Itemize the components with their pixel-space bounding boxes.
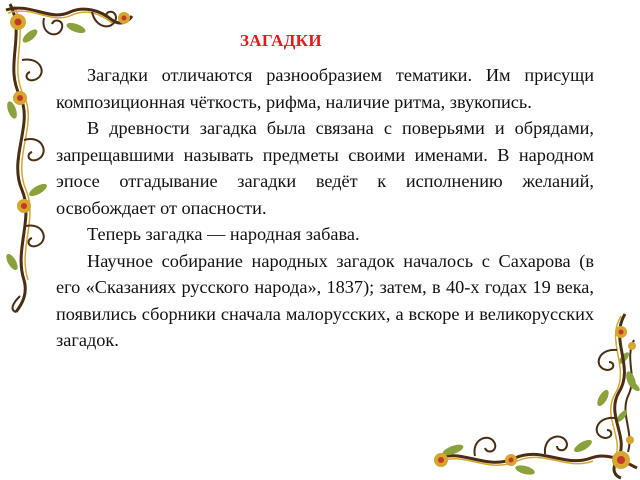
leaf [514, 464, 535, 477]
flower [10, 14, 26, 30]
curl [474, 438, 495, 456]
flower [615, 326, 627, 338]
leaf [624, 370, 638, 390]
paragraph-antiquity: В древности загадка была связана с поверьями и обрядами, запрещавшими называть предметы своими именами. В народном эпосе отгадывание загадки ведёт к исполнению желаний, освобождает от опасности. [56, 118, 594, 218]
vine-bottom [435, 454, 637, 468]
flower [17, 199, 31, 213]
leaf [27, 182, 48, 199]
flower [13, 91, 27, 105]
curl [24, 139, 44, 160]
leaf [21, 27, 40, 45]
curl [43, 18, 62, 34]
leaf [65, 21, 87, 35]
curl [22, 59, 42, 80]
slide-title: ЗАГАДКИ [240, 31, 322, 50]
flower [118, 12, 130, 24]
flower [434, 453, 448, 467]
flower [612, 451, 630, 469]
curl [599, 350, 617, 370]
paragraph-today: Теперь загадка — народная забава. [87, 224, 360, 244]
paragraph-collecting: Научное собирание народных загадок началось с Сахарова (в его «Сказаниях русского народа», 1837); затем, в 40-х годах 19 века, появились сборники сначала малорусских, а вскоре и великорусских загадок. [56, 250, 594, 350]
leaf [595, 388, 611, 408]
leaf [4, 252, 20, 272]
text-body [56, 62, 594, 354]
leaf [572, 438, 593, 455]
flower [505, 454, 517, 466]
paragraph-themes: Загадки отличаются разнообразием тематики. Им присущи композиционная чёткость, рифма, наличие ритма, звукопись. [56, 65, 594, 112]
curl [545, 437, 567, 454]
